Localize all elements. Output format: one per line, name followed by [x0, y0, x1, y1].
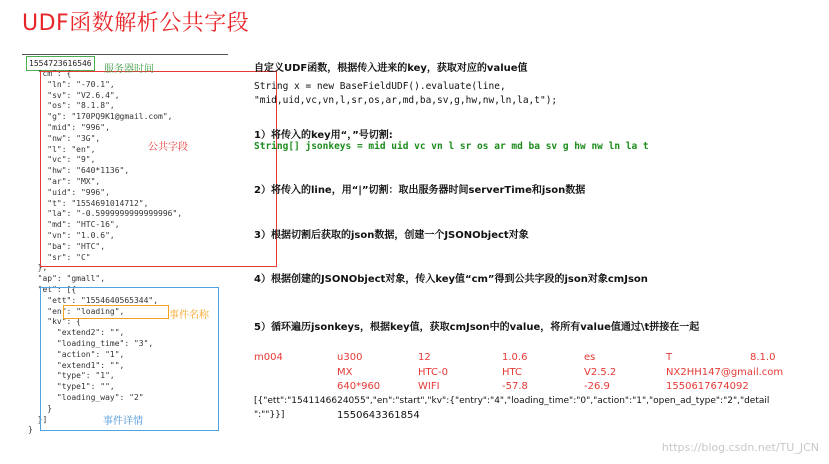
- code-line: "nw": "3G",: [28, 133, 101, 143]
- result-cell: 8.1.0: [750, 352, 776, 363]
- result-cell: es: [584, 352, 596, 363]
- code-line: "et": [{: [28, 285, 77, 294]
- code-line: "uid": "996",: [28, 187, 110, 197]
- title-divider: [22, 54, 228, 55]
- event-name-label: 事件名称: [169, 310, 209, 321]
- result-cell: HTC: [502, 367, 523, 378]
- result-cell: WIFI: [418, 381, 440, 392]
- result-cell: MX: [337, 367, 353, 378]
- code-line: "ln": "-70.1",: [28, 79, 115, 89]
- server-time-label: 服务器时间: [104, 64, 154, 75]
- result-cell: 640*960: [337, 381, 381, 392]
- code-line: "ap": "gmall",: [28, 274, 106, 284]
- result-json-line-2: ":""}}]: [254, 410, 285, 420]
- step-4: 4）根据创建的JSONObject对象，传入key值“cm”得到公共字段的json对象cmJson: [254, 274, 648, 285]
- code-line: "ar": "MX",: [28, 177, 101, 186]
- result-cell: HTC-0: [418, 367, 448, 378]
- code-line: "md": "HTC-16",: [28, 220, 120, 230]
- common-fields-label: 公共字段: [148, 142, 188, 153]
- code-line: "hw": "640*1136",: [28, 166, 130, 176]
- result-cell: -57.8: [502, 381, 528, 392]
- code-line: "vn": "1.0.6",: [28, 231, 115, 240]
- result-cell: -26.9: [584, 381, 610, 392]
- code-line: "ett": "1554640565344",: [28, 295, 159, 305]
- code-line: "en": "loading",: [28, 306, 125, 316]
- result-cell: u300: [337, 352, 363, 363]
- result-cell: NX2HH147@gmail.com: [666, 367, 784, 378]
- result-cell: 12: [418, 352, 431, 363]
- code-line: "t": "1554691014712",: [28, 198, 149, 208]
- code-line: "action": "1",: [28, 349, 125, 359]
- code-line: "l": "en",: [28, 144, 96, 154]
- event-name-box: [63, 305, 169, 319]
- code-line: }: [28, 425, 33, 435]
- event-detail-label: 事件详情: [103, 416, 143, 427]
- watermark: https://blog.csdn.net/TU_JCN: [661, 441, 819, 454]
- code-line: "sr": "C": [28, 252, 91, 262]
- result-server-time: 1550643361854: [337, 410, 420, 421]
- code-line-2: "mid,uid,vc,vn,l,sr,os,ar,md,ba,sv,g,hw,nw,ln,la,t");: [254, 95, 558, 106]
- code-line: }: [28, 403, 53, 413]
- step-1-code: String[] jsonkeys = mid uid vc vn l sr os ar md ba sv g hw nw ln la t: [254, 141, 649, 152]
- step-5: 5）循环遍历jsonkeys，根据key值，获取cmJson中的value，将所有value值通过\t拼接在一起: [254, 322, 700, 333]
- code-line: "cm": {: [28, 69, 72, 78]
- result-json-line-1: [{"ett":"1541146624055","en":"start","kv":{"entry":"4","loading_time":"0","action":"1","open_ad_type":"2","detail: [254, 396, 770, 406]
- code-line: },: [28, 263, 48, 273]
- code-line: "ba": "HTC",: [28, 241, 106, 251]
- code-line: "la": "-0.5999999999999996",: [28, 209, 183, 219]
- code-line: "mid": "996",: [28, 123, 110, 132]
- code-line: "sv": "V2.6.4",: [28, 90, 120, 100]
- code-line: "vc": "9",: [28, 155, 96, 165]
- result-cell: 1550617674092: [666, 381, 749, 392]
- code-line: "kv": {: [28, 317, 81, 327]
- code-line: "extend1": "",: [28, 360, 125, 370]
- code-line: "loading_way": "2": [28, 393, 144, 402]
- code-line: "g": "170PQ9K1@gmail.com",: [28, 112, 173, 122]
- result-cell: m004: [254, 352, 283, 363]
- code-line: "os": "8.1.8",: [28, 101, 115, 111]
- step-1: 1）将传入的key用“，”号切割:: [254, 130, 393, 141]
- code-line-1: String x = new BaseFieldUDF().evaluate(line,: [254, 81, 506, 92]
- step-2: 2）将传入的line，用“|”切割：取出服务器时间serverTime和json数据: [254, 185, 586, 196]
- code-line: "extend2": "",: [28, 328, 125, 338]
- code-line: "loading_time": "3",: [28, 339, 154, 348]
- result-cell: T: [666, 352, 673, 363]
- common-fields-box: [40, 71, 277, 267]
- page-title: UDF函数解析公共字段: [22, 11, 250, 36]
- code-line: }]: [28, 414, 48, 424]
- intro-text: 自定义UDF函数，根据传入进来的key，获取对应的value值: [254, 63, 528, 74]
- server-timestamp: 1554723616546: [26, 56, 95, 71]
- code-line: "type1": "",: [28, 382, 115, 392]
- step-3: 3）根据切割后获取的json数据，创建一个JSONObject对象: [254, 230, 529, 241]
- result-cell: 1.0.6: [502, 352, 528, 363]
- result-cell: V2.5.2: [584, 367, 617, 378]
- code-line: "type": "1",: [28, 371, 115, 381]
